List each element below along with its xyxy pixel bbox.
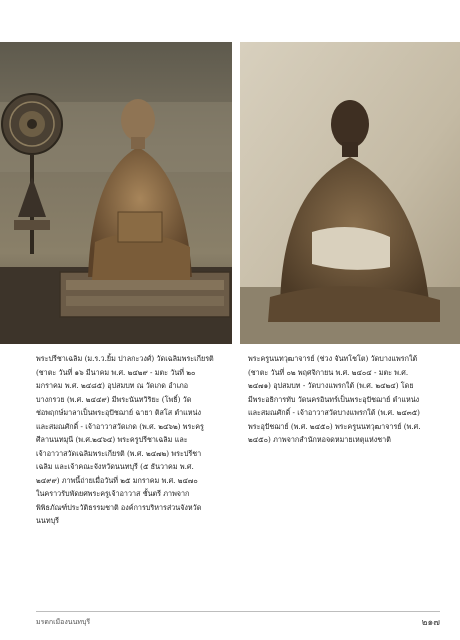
page-number: ๒๑๗ xyxy=(421,618,440,628)
caption-line: พระครูนนทวุฒาจารย์ (ช่วง จันทโชโต) วัดบางแพรกใต้ xyxy=(248,354,418,363)
caption-line: มีพระอธิการทับ วัดนครอินทร์เป็นพระอุปัชฌาย์ ตำแหน่ง xyxy=(248,394,420,404)
photo-left-monk xyxy=(0,42,232,344)
footer-book-title: มรดกเมืองนนทบุรี xyxy=(36,618,91,626)
caption-line: มกราคม พ.ศ. ๒๔๘๕) อุปสมบท ณ วัดเกด อำเภอ xyxy=(36,381,189,390)
caption-line: ๒๔๗๑) อุปสมบท - วัดบางแพรกใต้ (พ.ศ. ๒๔๒๔) โดย xyxy=(248,381,414,390)
caption-line: เฉลิม และเจ้าคณะจังหวัดนนทบุรี (๕ ธันวาคม พ.ศ. xyxy=(36,462,194,471)
caption-line: ช่อพฤกษ์มาลาเป็นพระอุปัชฌาย์ ฉายา ติสโส ตำแหน่ง xyxy=(36,408,201,417)
caption-line: ศีลานนทมุนี (พ.ศ.๒๔๖๔) พระครูปรีชาเฉลิม และ xyxy=(36,435,188,444)
photo-right-image xyxy=(240,42,460,344)
caption-line: และสมณศักดิ์ - เจ้าอาวาสวัดเกด (พ.ศ. ๒๔๖๒) พระครู xyxy=(36,421,204,431)
caption-line: พระอุปัชฌาย์ (พ.ศ. ๒๔๕๐) พระครูนนทวุฒาจารย์ (พ.ศ. xyxy=(248,421,421,431)
caption-line: เจ้าอาวาสวัดเฉลิมพระเกียรติ (พ.ศ. ๒๔๗๒) พระปรีชา xyxy=(36,448,202,458)
caption-line: ๒๔๕๐) ภาพจากสำนักหอจดหมายเหตุแห่งชาติ xyxy=(248,435,391,444)
caption-line: (ชาตะ วันที่ ๑๖ มีนาคม พ.ศ. ๒๔๒๙ - มตะ วันที่ ๒๐ xyxy=(36,367,196,377)
caption-line: และสมณศักดิ์ - เจ้าอาวาสวัดบางแพรกใต้ (พ.ศ. ๒๔๓๕) xyxy=(248,408,420,417)
photo-left-image xyxy=(0,42,232,344)
caption-line: บางกรวย (พ.ศ. ๒๔๔๙) มีพระนันทวิริยะ (โพธิ์) วัด xyxy=(36,394,192,404)
photo-right-monk xyxy=(240,42,460,344)
caption-line: พิพิธภัณฑ์ประวัติธรรมชาติ องค์การบริหารส่วนจังหวัด xyxy=(36,502,202,512)
caption-line: นนทบุรี xyxy=(36,516,59,525)
caption-right xyxy=(248,352,440,447)
footer-divider xyxy=(36,611,440,612)
caption-line: พระปรีชาเฉลิม (ม.ร.ว.ยิ้ม ปาลกะวงศ์) วัดเฉลิมพระเกียรติ xyxy=(36,354,214,363)
caption-line: ในคราวรับพัดยศพระครูเจ้าอาวาส ชั้นตรี ภาพจาก xyxy=(36,489,190,498)
caption-line: ๒๔๙๙) ภาพนี้ถ่ายเมื่อวันที่ ๒๕ มกราคม พ.ศ. ๒๔๗๐ xyxy=(36,475,198,485)
caption-left xyxy=(36,352,226,528)
caption-line: (ชาตะ วันที่ ๐๒ พฤศจิกายน พ.ศ. ๒๔๐๔ - มตะ พ.ศ. xyxy=(248,367,409,377)
